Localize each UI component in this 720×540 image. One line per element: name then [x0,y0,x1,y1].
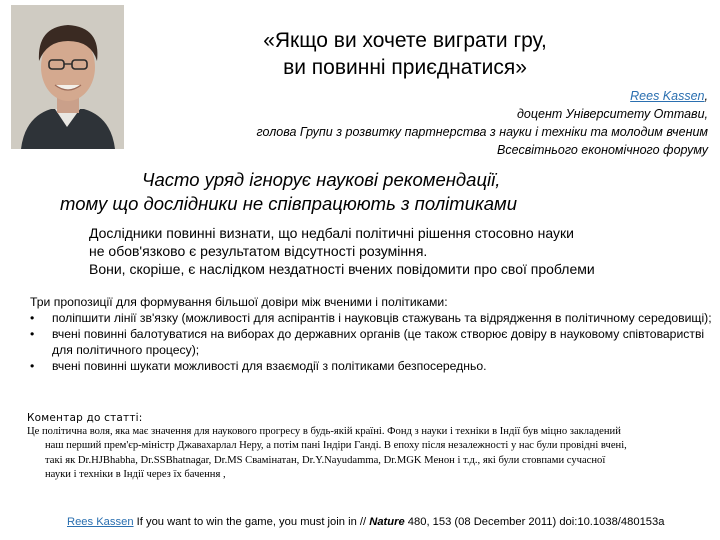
researchers-line-3: Вони, скоріше, є наслідком нездатності вчених повідомити про свої проблеми [89,261,595,277]
citation-text-after: 480, 153 (08 December 2011) doi:10.1038/480153a [404,516,665,528]
citation-text-before: If you want to win the game, you must join in // [133,516,370,528]
headline [60,168,670,216]
list-item [30,326,715,358]
comment-line-4: науки і техніки в Індії через їх бачення , [45,468,226,480]
proposal-text: поліпшити лінії зв'язку (можливості для аспірантів і науковців стажувань та відрядження в політичному середовищі); [52,311,712,325]
comment-line-1: Це політична воля, яка має значення для наукового прогресу в будь-якій країні. Фонд з науки і техніки в Індії був міцно закладений [27,426,621,438]
proposal-text: вчені повинні балотуватися на виборах до державних органів (це також створює довіру в науковому співтоваристві для політичного процесу); [52,327,705,357]
comment-body [27,425,717,482]
proposals-list [30,310,715,374]
comment-line-2: наш перший прем'єр-міністр Джавахарлал Неру, а потім пані Індіри Ганді. В епоху після незалежності у нас були провідні вчені, [45,440,627,452]
list-item [30,310,715,326]
comment-line-3: такі як Dr.HJBhabha, Dr.SSBhatnagar, Dr.MS Свамінатан, Dr.Y.Nayudamma, Dr.MGK Менон і т.д., які були стовпами сучасної [45,454,606,466]
credit-line-1 [148,87,708,105]
proposals-intro: Три пропозиції для формування більшої довіри між вченими і політиками: [30,295,448,309]
author-photo [11,5,124,149]
source-citation [67,515,717,529]
headline-line-2: тому що дослідники не співпрацюють з політиками [60,193,517,214]
portrait-photo-icon [11,5,124,149]
quote-title [150,27,660,81]
proposals-block [30,294,715,374]
bullet-icon: • [30,311,35,325]
bullet-icon: • [30,359,35,373]
credit-line-3: голова Групи з розвитку партнерства з науки і техніки та молодим вченим [256,125,708,139]
author-link[interactable]: Rees Kassen [630,89,705,103]
headline-line-1: Часто уряд ігнорує наукові рекомендації, [142,169,501,190]
list-item [30,358,715,374]
citation-author-link[interactable]: Rees Kassen [67,516,134,528]
comment-heading: Коментар до статті: [27,412,143,424]
credit-line-2: доцент Університету Оттави, [517,107,708,121]
quote-title-line-2: ви повинні приєднатися» [283,56,527,79]
researchers-paragraph [89,224,709,278]
proposal-text: вчені повинні шукати можливості для взаємодії з політиками безпосередньо. [52,359,487,373]
quote-title-line-1: «Якщо ви хочете виграти гру, [263,29,547,52]
researchers-line-1: Дослідники повинні визнати, що недбалі політичні рішення стосовно науки [89,225,574,241]
credit-comma: , [704,89,708,103]
bullet-icon: • [30,327,35,341]
citation-journal: Nature [369,516,405,528]
researchers-line-2: не обов'язково є результатом відсутності розуміння. [89,243,428,259]
credit-line-4: Всесвітнього економічного форуму [497,143,708,157]
author-credit [148,87,708,159]
article-comment [27,411,717,482]
